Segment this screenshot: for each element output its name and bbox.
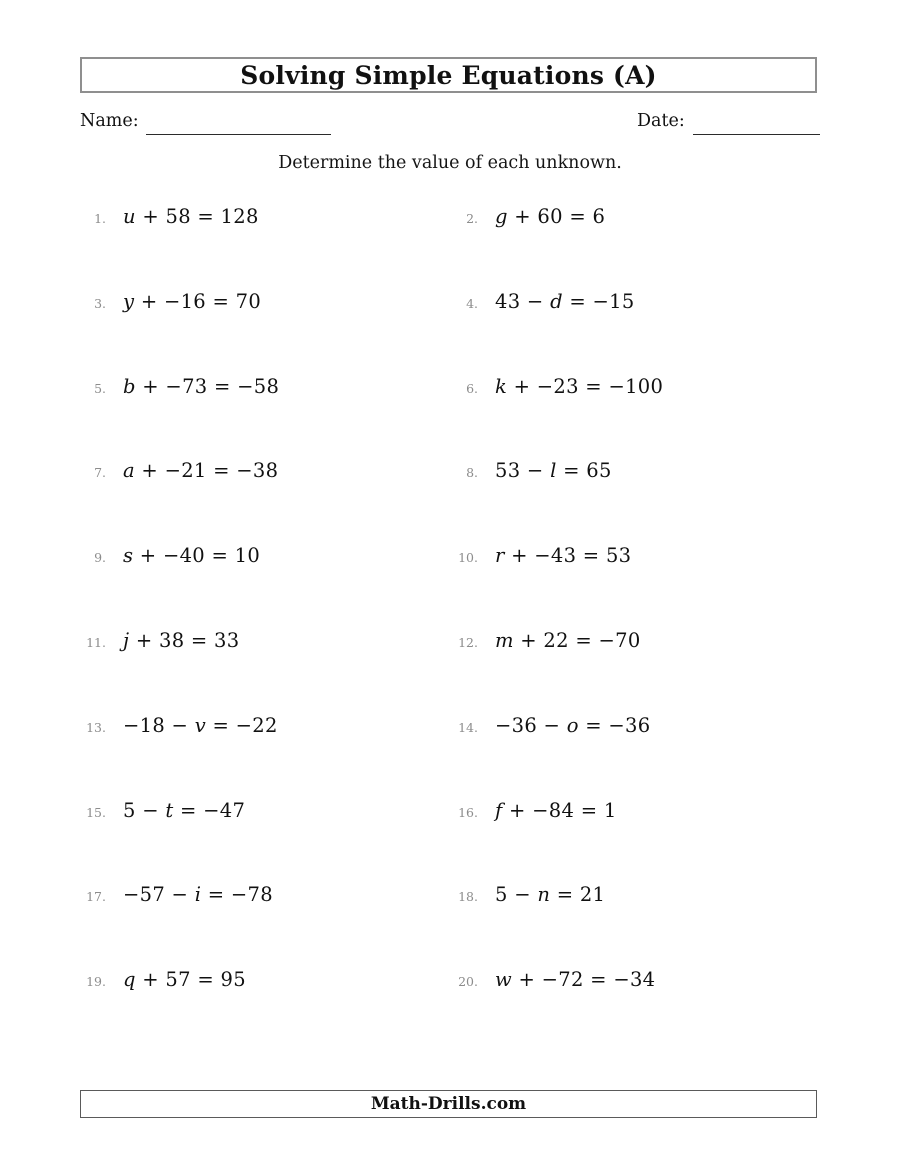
equation: 5 − n = 21 (495, 883, 606, 907)
problem-number: 17. (86, 889, 106, 905)
equation-variable: l (550, 459, 557, 483)
instruction-text: Determine the value of each unknown. (278, 153, 622, 173)
equation-variable: u (123, 205, 136, 228)
problem-9 (80, 542, 452, 627)
problem-number: 1. (94, 211, 106, 226)
problem-number: 12. (458, 634, 478, 650)
footer-box (80, 1090, 817, 1118)
date-blank-line (693, 112, 820, 135)
equation: u + 58 = 128 (123, 205, 259, 228)
equation: m + 22 = −70 (495, 628, 641, 652)
problem-number: 16. (458, 804, 478, 820)
problem-16 (452, 797, 820, 882)
equation: 5 − t = −47 (123, 798, 246, 822)
equation: 53 − l = 65 (495, 459, 612, 483)
equation-variable: a (123, 459, 135, 483)
problems-grid (80, 203, 820, 1051)
equation-variable: q (123, 968, 136, 992)
equation-variable: m (495, 628, 514, 652)
equation-variable: j (123, 628, 130, 652)
problem-7 (80, 457, 452, 542)
problem-4 (452, 288, 820, 373)
problem-13 (80, 712, 452, 797)
problem-number: 19. (86, 974, 106, 990)
equation-variable: b (123, 374, 136, 398)
problem-number: 4. (466, 295, 478, 311)
equation-variable: n (537, 883, 551, 907)
equation: −18 − v = −22 (123, 713, 278, 737)
equation: 43 − d = −15 (495, 289, 635, 313)
problem-number: 7. (94, 465, 106, 481)
worksheet-title-box (80, 57, 817, 93)
date-label: Date: (637, 111, 685, 131)
name-blank-line (146, 112, 331, 135)
problem-8 (452, 457, 820, 542)
name-label: Name: (80, 111, 139, 131)
problem-10 (452, 542, 820, 627)
equation: q + 57 = 95 (123, 968, 246, 992)
problem-14 (452, 712, 820, 797)
page-title: Solving Simple Equations (A) (240, 60, 657, 90)
equation: j + 38 = 33 (123, 628, 240, 652)
problem-number: 15. (86, 804, 106, 820)
equation: g + 60 = 6 (495, 205, 606, 228)
problem-11 (80, 627, 452, 712)
problem-1 (80, 203, 452, 288)
equation-variable: i (194, 883, 202, 907)
equation: a + −21 = −38 (123, 459, 279, 483)
equation: k + −23 = −100 (495, 374, 664, 398)
problem-number: 14. (458, 719, 478, 735)
problem-5 (80, 373, 452, 458)
problem-18 (452, 881, 820, 966)
footer-site-name: Math-Drills.com (370, 1094, 527, 1114)
equation-variable: t (165, 798, 174, 822)
equation-variable: v (194, 713, 207, 737)
problem-19 (80, 966, 452, 1051)
problem-3 (80, 288, 452, 373)
equation-variable: y (123, 289, 135, 313)
equation-variable: w (495, 968, 512, 992)
equation: s + −40 = 10 (123, 544, 261, 568)
problem-number: 8. (466, 465, 478, 481)
problem-number: 20. (458, 974, 478, 990)
equation-variable: d (550, 289, 563, 313)
equation-variable: o (566, 713, 579, 737)
equation-variable: g (495, 205, 508, 228)
equation-variable: r (495, 544, 505, 568)
problem-number: 2. (466, 211, 478, 226)
equation: b + −73 = −58 (123, 374, 280, 398)
equation-variable: k (495, 374, 508, 398)
problem-number: 3. (94, 295, 106, 311)
problem-number: 6. (466, 380, 478, 396)
problem-6 (452, 373, 820, 458)
equation: w + −72 = −34 (495, 968, 656, 992)
equation: −57 − i = −78 (123, 883, 273, 907)
problem-number: 13. (86, 719, 106, 735)
problem-2 (452, 203, 820, 288)
equation: y + −16 = 70 (123, 289, 262, 313)
problem-12 (452, 627, 820, 712)
equation: f + −84 = 1 (495, 798, 617, 822)
equation-variable: s (123, 544, 134, 568)
problem-number: 10. (458, 550, 478, 566)
problem-20 (452, 966, 820, 1051)
problem-number: 9. (94, 550, 106, 566)
equation: r + −43 = 53 (495, 544, 632, 568)
problem-number: 18. (458, 889, 478, 905)
problem-17 (80, 881, 452, 966)
equation: −36 − o = −36 (495, 713, 651, 737)
problem-15 (80, 797, 452, 882)
problem-number: 5. (94, 380, 106, 396)
problem-number: 11. (86, 634, 106, 650)
equation-variable: f (495, 798, 503, 822)
